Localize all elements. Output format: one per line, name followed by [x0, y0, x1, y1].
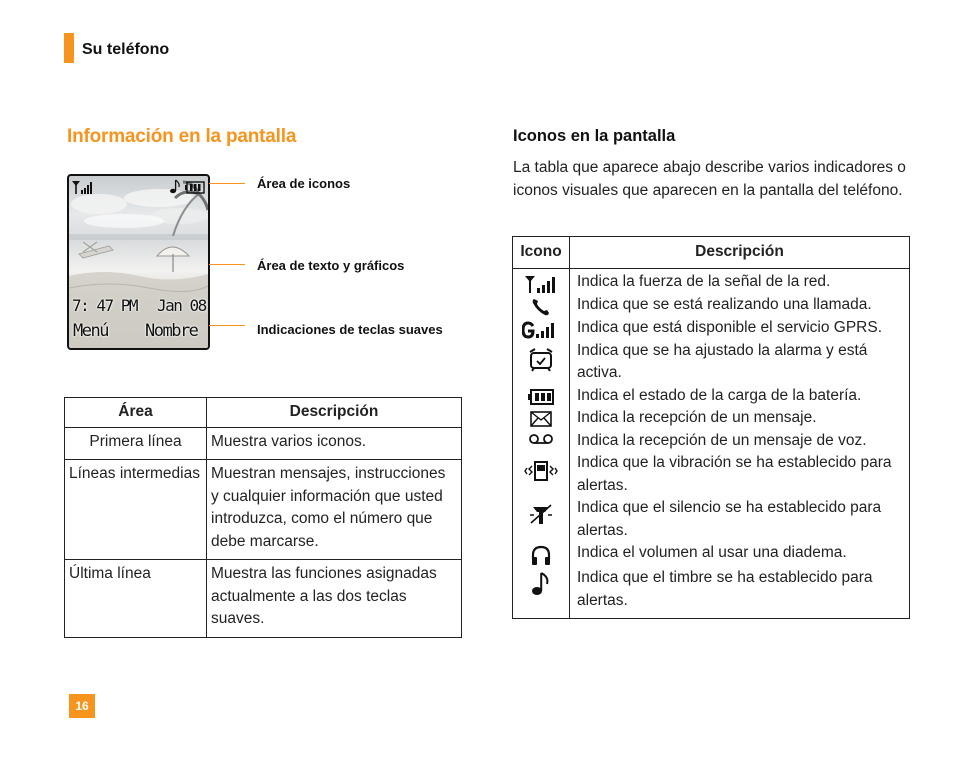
envelope-icon — [529, 410, 553, 428]
table-cell-description: Muestra las funciones asignadas actualmente a las dos teclas suaves. — [207, 560, 462, 638]
headset-icon — [530, 545, 552, 567]
table-row — [513, 452, 910, 497]
table-row — [513, 294, 910, 317]
table-cell-description: Indica la recepción de un mensaje. — [570, 407, 910, 430]
column-header: Área — [65, 398, 207, 428]
battery-icon — [527, 388, 555, 406]
phone-date: Jan 08 — [157, 296, 206, 315]
table-row — [65, 427, 462, 460]
vibrate-icon — [524, 460, 558, 484]
phone-screen — [67, 174, 210, 350]
phone-time: 7: 47 PM — [72, 296, 138, 315]
column-header: Descripción — [570, 237, 910, 269]
table-row — [513, 385, 910, 408]
table-cell-description: Muestran mensajes, instrucciones y cualquier información que usted introduzca, como el número que debe marcarse. — [207, 460, 462, 560]
table-cell-description: Muestra varios iconos. — [207, 427, 462, 460]
table-row — [513, 542, 910, 567]
table-cell-description: Indica la recepción de un mensaje de voz. — [570, 430, 910, 453]
left-heading: Información en la pantalla — [67, 126, 297, 147]
status-signal-icon — [72, 181, 92, 194]
table-cell-description: Indica que la vibración se ha establecido para alertas. — [570, 452, 910, 497]
alarm-clock-icon — [528, 348, 554, 372]
table-cell-description: Indica el volumen al usar una diadema. — [570, 542, 910, 567]
section-label: Su teléfono — [82, 41, 170, 58]
icon-table — [512, 236, 910, 619]
page-number: 16 — [69, 694, 95, 718]
callout-line-icons — [209, 183, 245, 184]
table-cell-area: Primera línea — [65, 427, 207, 460]
right-heading: Iconos en la pantalla — [513, 127, 676, 145]
table-header-row — [513, 237, 910, 269]
column-header: Icono — [513, 237, 570, 269]
table-row — [513, 407, 910, 430]
table-row — [513, 268, 910, 294]
gprs-icon — [522, 320, 560, 340]
table-row — [65, 460, 462, 560]
table-cell-description: Indica el estado de la carga de la batería. — [570, 385, 910, 408]
table-cell-area: Última línea — [65, 560, 207, 638]
callout-line-softkeys — [209, 325, 245, 326]
area-table — [64, 397, 462, 638]
table-row — [65, 560, 462, 638]
phone-soft-key-left: Menú — [73, 321, 108, 341]
table-cell-description: Indica que el silencio se ha establecido para alertas. — [570, 497, 910, 542]
table-header-row — [65, 398, 462, 428]
signal-strength-icon — [523, 274, 559, 294]
call-handset-icon — [530, 297, 552, 317]
table-row — [513, 430, 910, 453]
table-cell-description: Indica que el timbre se ha establecido para alertas. — [570, 567, 910, 619]
table-cell-description: Indica que está disponible el servicio GPRS. — [570, 317, 910, 340]
table-row — [513, 340, 910, 385]
section-accent-bar — [64, 33, 74, 63]
table-cell-description: Indica la fuerza de la señal de la red. — [570, 268, 910, 294]
table-row — [513, 567, 910, 619]
table-cell-description: Indica que se está realizando una llamada. — [570, 294, 910, 317]
ringer-note-icon — [530, 571, 552, 597]
callout-icon-area: Área de iconos — [257, 176, 351, 191]
table-row — [513, 317, 910, 340]
column-header: Descripción — [207, 398, 462, 428]
voicemail-icon — [526, 433, 556, 449]
intro-paragraph: La tabla que aparece abajo describe varios indicadores o iconos visuales que aparecen en la pantalla del teléfono. — [513, 159, 906, 199]
callout-line-text — [209, 264, 245, 265]
table-cell-description: Indica que se ha ajustado la alarma y está activa. — [570, 340, 910, 385]
table-row — [513, 497, 910, 542]
table-cell-area: Líneas intermedias — [65, 460, 207, 560]
silent-icon — [528, 503, 554, 527]
callout-text-area: Área de texto y gráficos — [257, 258, 405, 273]
callout-softkeys: Indicaciones de teclas suaves — [257, 322, 443, 337]
phone-soft-key-right: Nombre — [145, 321, 198, 341]
